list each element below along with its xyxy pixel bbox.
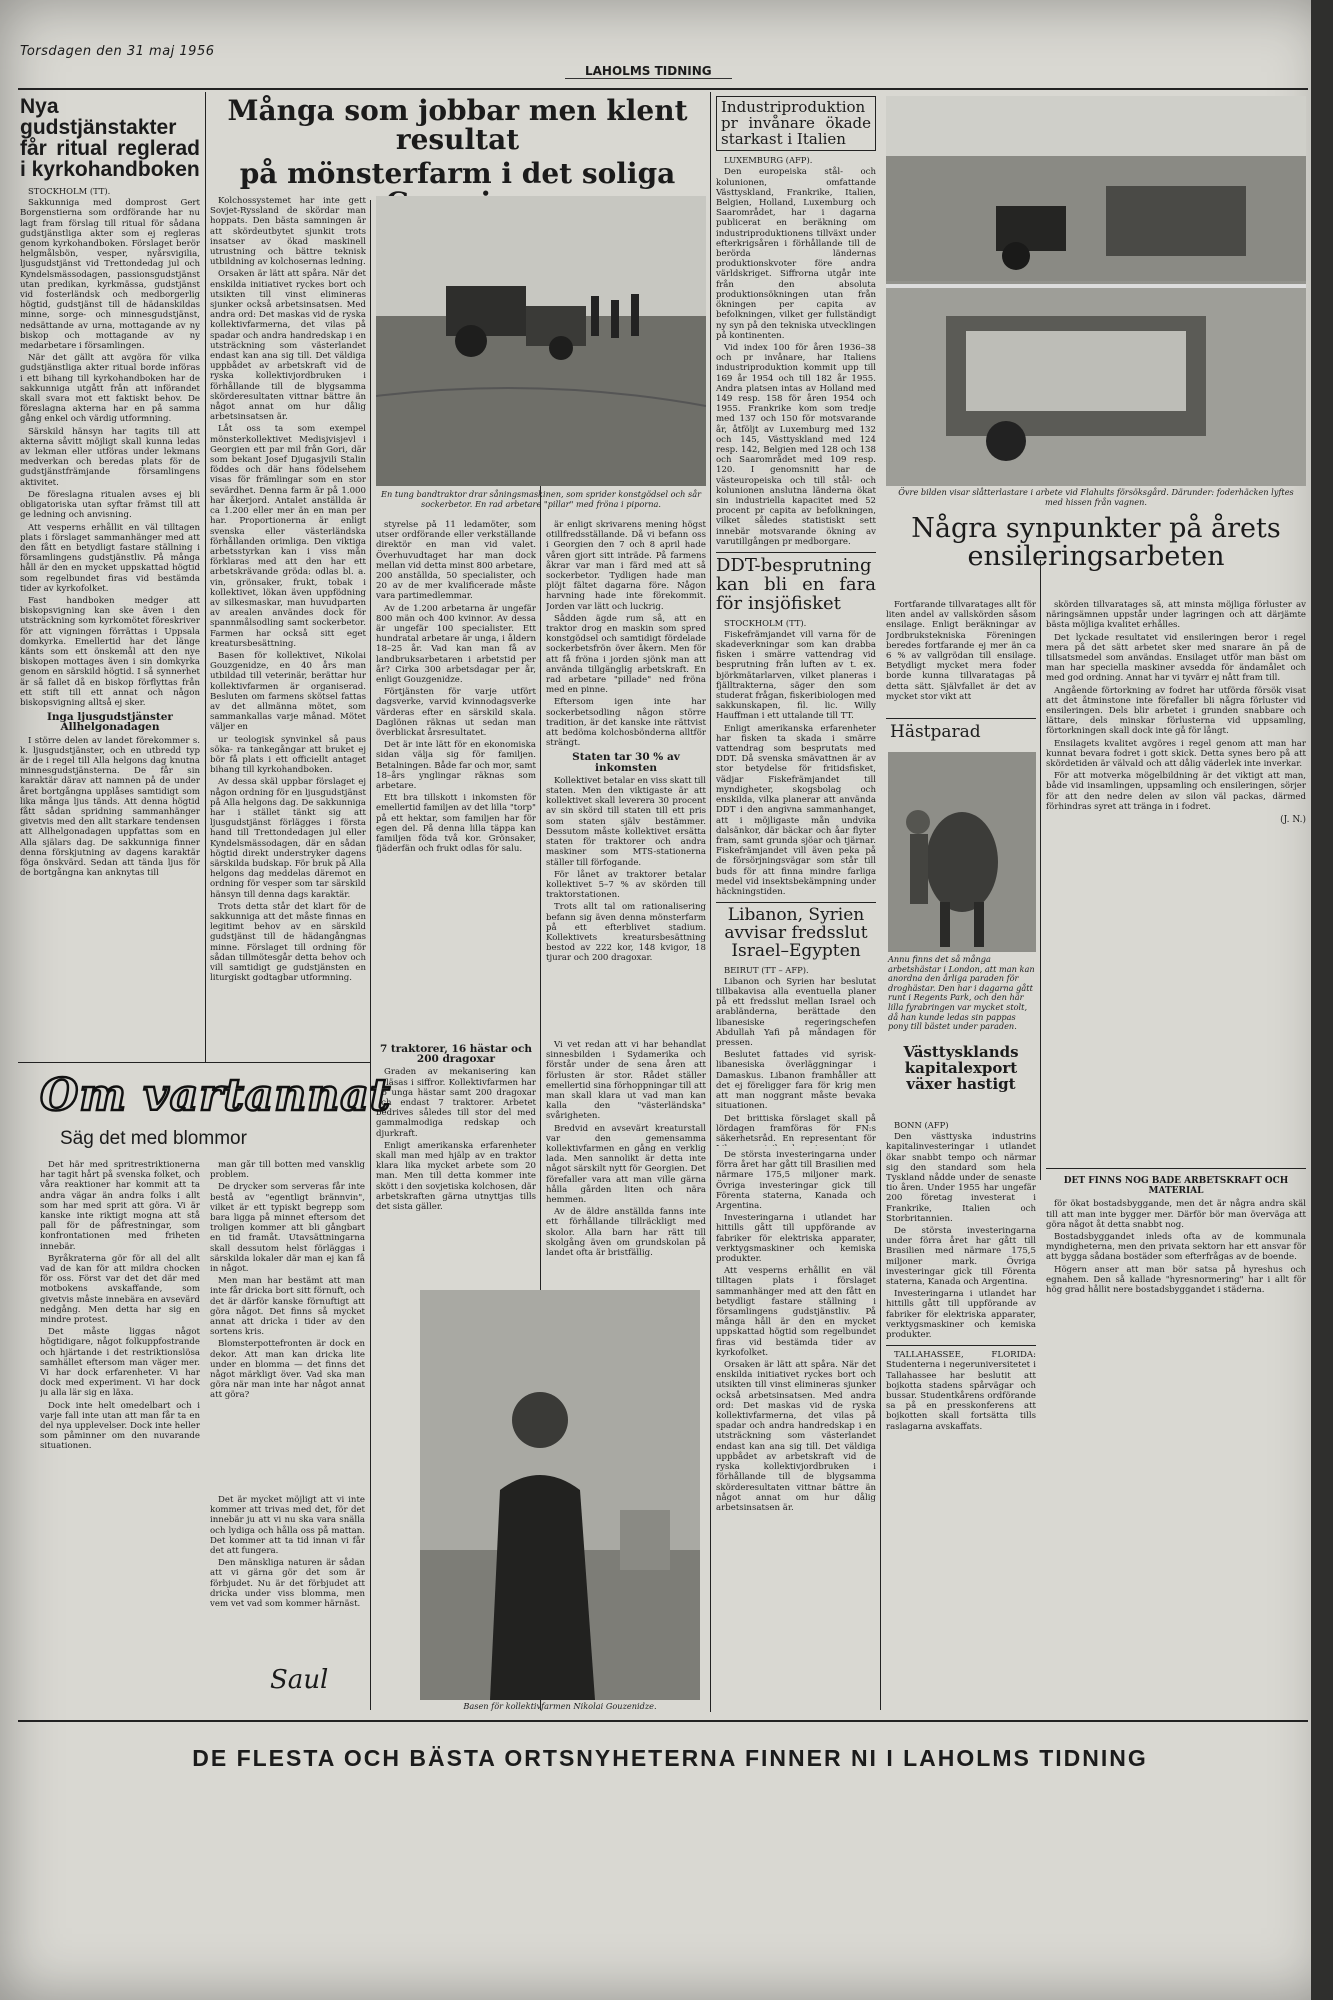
paragraph: man går till botten med vansklig problem. (210, 1160, 365, 1181)
paragraph: Det brittiska förslaget skall på lördagen framföras för FN:s säkerhetsråd. En representant för (716, 1113, 876, 1144)
paragraph: Bredvid en avsevärt kreaturstall var den gemensamma kollektivfarmen en gång en verklig lada. Men sannolikt är detta inte något särskilt nytt för Georgien. Det förefaller vara att man ville gärna hålla gården liten och nära hemmen. (546, 1123, 706, 1206)
headline-industri: Industriproduktion pr invånare ökade starkast i Italien (721, 98, 871, 148)
paragraph: Den västtyska industrins kapitalinvesteringar i utlandet ökar snabbt tempo och närmar sig den standard som hela Tyskland nådde under de senaste tio åren. Under 1955 har ungefär 200 företag investerat i Frankrike, Italien och Storbritannien. (886, 1132, 1036, 1224)
paragraph: Det är inte lätt för en ekonomiska sidan välja sig för familjen. Betalningen. Både far och mor, samt 18–års ynglingar räknas som arbetare. (376, 740, 536, 792)
headline-bostad: DET FINNS NOG BÅDE ARBETSKRAFT OCH MATERIAL (1063, 1176, 1289, 1197)
dateline-ddt: STOCKHOLM (TT). (724, 617, 807, 628)
portrait-photo-graphic (420, 1290, 700, 1700)
headline-hastparad: Hästparad (890, 722, 981, 742)
article-ensilering-right (1046, 600, 1306, 1160)
paragraph: Basen för kollektivet, Nikolai Gouzgenidze, en 40 års man utbildad till veterinär, berättar hur kollektivfarmen är organiserad. Besluten om farmens skötsel fattas av det allmänna mötet, som sammankallas varje månad. Mötet väljer en (210, 650, 366, 733)
paragraph: De föreslagna ritualen avses ej bli obligatoriska utan syftar främst till att ge ledning och anvisning. (20, 489, 200, 521)
paragraph: Eftersom igen inte har sockerbetsodling någon större tradition, är det kanske inte rättvist att bedöma kolchosbönderna alltför strängt. (546, 697, 706, 749)
paragraph: Fiskefrämjandet vill varna för de skadeverkningar som kan drabba fisken i smärre vattendrag vid besprutning från luften av t. ex. björkmätarlarven, vilket planeras i fjälltrakterna, säger den som studerat frågan, fiskeribiologen med sakkunskapen, fil. lic. Willy Hauffman i ett uttalande till TT. (716, 629, 876, 722)
paragraph: Att vesperns erhållit en väl tilltagen plats i förslaget sammanhänger med att den fått en betydligt fastare ställning i församlingens gudstjänstliv. På många håll är den en mycket uppskattad högtid som regelbundet firas vid bestämda tider av kyrkofolket. (20, 522, 200, 594)
paragraph: Vi vet redan att vi har behandlat sinnesbilden i Sydamerika och förstår under de sena åren att förlusten är stor. Rådet ställer emellertid sina förhoppningar till att man skall klara ut vad man kan kalla den "västerländska" svårigheten. (546, 1040, 706, 1122)
article-bostad (1046, 1176, 1306, 1711)
headline-vast-wrap (886, 1045, 1036, 1092)
footer-banner: DE FLESTA OCH BÄSTA ORTSNYHETERNA FINNER NI I LAHOLMS TIDNING (192, 1745, 1148, 1771)
caption-hastparad: Annu finns det så många arbetshästar i London, att man kan anordna den årliga paraden för droghästar. Den har i dagarna gått runt i Regents Park, och den här lilla fyrabringen var mycket stolt, då han kunde ledas sin pappas pony till bästet under paraden. (888, 954, 1035, 1032)
paragraph: Byråkraterna gör för all del allt vad de kan för att mildra chocken för oss. Först var det det där med motbokens avskaffande, som givetvis måste innebära en avsevärd nedgång. Men detta har sig en mindre protest. (40, 1253, 200, 1326)
col-rule-6 (1040, 560, 1041, 1180)
headline-libanon: Libanon, Syrien avvisar fredsslut Israel–Egypten (724, 905, 868, 961)
dateline-industri: LUXEMBURG (AFP). (724, 155, 813, 166)
paragraph: Bostadsbyggandet inleds ofta av de kommunala myndigheterna, men den privata sektorn har ett ansvar för att bygga sådana bostäder som efterfrågas av de boende. (1046, 1232, 1306, 1263)
paragraph: För att motverka mögelbildning är det viktigt att man, både vid insamlingen, uppsamling och ensileringen, sörjer för att den nedre delen av silon väl packas, därmed förhindras syret att tränga in i fodret. (1046, 771, 1306, 812)
paragraph: skörden tillvaratages så, att minsta möjliga förluster av näringsämnen uppstår under lagringen och att därjämte bästa möjliga kvalitet erhålles. (1046, 600, 1306, 631)
paragraph: TALLAHASSEE, FLORIDA: Studenterna i negeruniversitetet i Tallahassee har beslutit att bojkotta stadens spårvägar och bussar. Studentkårens ordförande sa på en presskonferens att bojkotten skall fortsätta tills raslagarna avskaffats. (886, 1350, 1036, 1432)
paragraph: Dock inte helt omedelbart och i varje fall inte utan att man får ta en del nya upplevelser. Dock inte heller som påminner om den nuvarande situationen. (40, 1400, 200, 1452)
article-georgien-part4 (376, 1040, 536, 1280)
paragraph: Särskild hänsyn har tagits till att akterna såvitt möjligt skall kunna ledas av lekman eller utföras under lekmans medverkan och beredas plats för de gudstjänstfrämjande församlingens aktivitet. (20, 426, 200, 488)
paragraph: Av de äldre anställda fanns inte ett förhållande tillräckligt med skolor. Alla barn har rätt till skolgång även om grundskolan på landet ofta är bristfällig. (546, 1207, 706, 1259)
paragraph: Det lyckade resultatet vid ensileringen beror i regel mera på det sätt arbetet sker med snarare än på de tillsatsmedel som användas. Ensilaget utför man bäst om man har speciella maskiner avsedda för ändamålet och med god ordning. Annat har vi tyvärr ej nått fram till. (1046, 632, 1306, 684)
omvartannat-signature: Saul (270, 1665, 329, 1695)
col-rule-1 (205, 92, 206, 1062)
paragraph: styrelse på 11 ledamöter, som utser ordförande eller verkställande direktör en man vid valet. Överhuvudtaget har man dock mellan vid detta minst 800 arbetare, 200 anställda, 50 specialister, och 20 av de mer kvalificerade måste vara partimedlemmar. (376, 520, 536, 602)
paragraph: Det måste liggas något högtidigare, något folkuppfostrande och hjärtande i det restriktionslösa samhället eftersom man väger mer. Vi har dock erfarenheter. Vi har dock med experiment. Vi har dock ju alla lär sig en läxa. (40, 1327, 200, 1399)
paragraph: Angående förtorkning av fodret har utförda försök visat att det åtminstone inte förefaller bli några förluster vid ensileringen. Dels blir arbetet i grunden snabbare och lättare, dels minskar förlusterna vid uppsamling, förtorkningen skall dock inte gå för långt. (1046, 685, 1306, 737)
photo-horse (888, 752, 1036, 952)
paragraph: Det är mycket möjligt att vi inte kommer att trivas med det, för det innebär ju att vi nu ska vara snälla och lydiga och hålla oss på mattan. Det kommer att ta tid innan vi får det att fungera. (210, 1495, 365, 1557)
omvartannat-logo: Om vartannat (40, 1070, 392, 1121)
tractor-photo-graphic (376, 196, 706, 486)
headline-industri-box (716, 96, 876, 151)
headline-gudstjanst: Nya gudstjänstakter får ritual reglerad i kyrkohandboken (20, 96, 200, 181)
paragraph: Förtjänsten för varje utfört dagsverke, varvid kvinnodagsverke värderas efter en särskild skala. Daglönen räknas ut sedan man överblickat årsresultatet. (376, 687, 536, 739)
paragraph: Beslutet fattades vid syrisk-libanesiska överläggningar i Damaskus. Libanon framhåller att det ej föreligger fara för krig men att man noggrant måste bevaka situationen. (716, 1050, 876, 1112)
paragraph: Orsaken är lätt att spåra. När det enskilda initiativet ryckes bort och utsikten till vinst elimineras sjunker också arbetsinsatsen. Med andra ord: Det maskas vid de ryska kollektivfarmerna, det vilas på spadar och andra handredskap i en utsträckning som västerlandet endast kan ana sig till. Det väldiga uppbådet av arbetskraft vid de ryska kollektivjordbruken i förhållande till de blygsamma skörderesultaten vittnar bättre än något annat om hur dålig arbetsinsatsen är. (210, 269, 366, 423)
headline-georgien-line1: Många som jobbar men klent resultat (227, 94, 688, 157)
paragraph: De största investeringarna under förra året har gått till Brasilien med närmare 175,5 miljoner mark. Övriga investeringar gick till Förenta staterna, Kanada och Argentina. (886, 1226, 1036, 1288)
paragraph: Fast handboken medger att biskopsvigning kan ske även i den utsträckning som kyrkomötet föreskriver för att vigningen förrättas i Uppsala domkyrka. Emellertid har det länge känts som ett önskemål att den nye biskopen mottages även i sin domkyrka genom en särskild högtid. I så synnerhet är så fallet då en biskop förflyttas från ett stift till ett annat och någon biskopsvigning alltså ej sker. (20, 595, 200, 708)
omvartannat-col-b (210, 1160, 365, 1490)
paragraph: De drycker som serveras får inte bestå av "egentligt brännvin", vilket är ett typiskt begrepp som bara ligga på minnet eftersom det troligen kommer att bli gångbart en tid framåt. Utavsättningarna skall dessutom helst förläggas i särskilda lokaler där man ej kan få in något. (210, 1182, 365, 1275)
article-georgien-part3 (546, 520, 706, 1040)
subhead-traktorer: 7 traktorer, 16 hästar och 200 dragoxar (379, 1043, 533, 1066)
paragraph: Trots detta står det klart för de sakkunniga att det måste finnas en legitimt behov av en särskild gudstjänst till de hädangångnas minne. Förslaget till ordning för sådan tillmötesgår detta behov och vill samtidigt ge gudstjänsten en liturgiskt godtagbar utformning. (210, 901, 366, 984)
dateline-gudstjanst: STOCKHOLM (TT). (28, 186, 111, 196)
paragraph: Graden av mekanisering kan avläsas i siffror. Kollektivfarmen har 16 unga hästar samt 200 dragoxar och endast 7 traktorer. Arbetet bedrives således till stor del med gammalmodiga redskap och djurkraft. (376, 1067, 536, 1139)
headline-vasttyskland: Västtysklands kapitalexport växer hastigt (903, 1043, 1019, 1093)
paragraph: Kollektivet betalar en viss skatt till staten. Men den viktigaste är att kollektivet skall leverera 30 procent av sin skörd till staten till ett pris som staten själv bestämmer. Dessutom måste kollektivet ersätta staten för traktorer och andra maskiner som MTS-stationerna ställer till förfogande. (546, 775, 706, 868)
issue-dateline: Torsdagen den 31 maj 1956 (20, 44, 215, 59)
omvartannat-subtitle: Säg det med blommor (60, 1128, 247, 1149)
paragraph: Kolchossystemet har inte gett Sovjet-Ryssland de skördar man hoppats. Den bästa samningen är att skördeutbytet sjunkit trots insatser av ökad maskinell utrustning och bättre teknisk utbildning av kolchosernas ledning. (210, 196, 366, 268)
paragraph: De största investeringarna under förra året har gått till Brasilien med närmare 175,5 miljoner mark. Övriga investeringar gick till Förenta staterna, Kanada och Argentina. (716, 1150, 876, 1212)
article-ensilering-left (886, 600, 1036, 710)
paragraph: Den mänskliga naturen är sådan att vi gärna gör det som är förbjudet. Nu är det förbjudet att dricka under viss blomma, men vem vet vad som kommer härnäst. (210, 1558, 365, 1610)
article-georgien-part2 (376, 520, 536, 1040)
dateline-vasttyskland: BONN (AFP) (894, 1120, 949, 1130)
horse-photo-graphic (888, 752, 1036, 952)
article-georgien-part1 (210, 196, 366, 1056)
paragraph: När det gällt att avgöra för vilka gudstjänstliga akter ritual borde införas i ett bihang till kyrkohandboken har de sakkunniga utgått från att införandet skall svara mot ett faktiskt behov. De föreslagna akterna har en på samma gång enkel och värdig utformning. (20, 353, 200, 425)
lower-right-rule (1046, 1168, 1306, 1169)
paragraph: ur teologisk synvinkel så paus söka- ra tankegångar att bruket ej bör få plats i ett officiellt antaget bihang till kyrkohandboken. (210, 734, 366, 776)
paragraph: Investeringarna i utlandet har hittills gått till uppförande av fabriker för elektriska apparater, verktygsmaskiner och kemiska produkter. (886, 1289, 1036, 1341)
headline-ensilering: Några synpunkter på årets ensileringsarbeten (911, 513, 1281, 573)
paragraph: Ensilagets kvalitet avgöres i regel genom att man har kunnat bevara fodret i gott skick. Detta synes bero på att skördetiden är välvald och att dålig väderlek inte inverkar. (1046, 738, 1306, 770)
paragraph: För lånet av traktorer betalar kollektivet 5–7 % av skörden till traktorstationen. (546, 869, 706, 901)
photo-farm-machinery (886, 96, 1306, 486)
paragraph: Investeringarna i utlandet har hittills gått till uppförande av fabriker för elektriska apparater, verktygsmaskiner och kemiska produkter. (716, 1213, 876, 1265)
article-georgien-part5 (546, 1040, 706, 1280)
omvartannat-col-c (210, 1495, 365, 1655)
headline-ddt: DDT-besprutning kan bli en fara för insjöfisket (716, 554, 876, 614)
bottom-rule (18, 1720, 1308, 1722)
column-4 (716, 96, 876, 1146)
column-4-lower (716, 1150, 876, 1710)
paragraph: är enligt skrivarens mening högst otillfredsställande. Då vi befann oss i Georgien den 7 och 8 april hade våren gjort sitt inträde. På farmens åkrar var man i färd med att så sockerbetor. Tydligen hade man plöjt fältet dagarna före. Någon harvning hade inte förekommit. Jorden var lätt och luckrig. (546, 520, 706, 612)
subhead-staten: Staten tar 30 % av inkomsten (572, 751, 680, 774)
paragraph: Orsaken är lätt att spåra. När det enskilda initiativet ryckes bort och utsikten till vinst elimineras sjunker också arbetsinsatsen. Med andra ord: Det maskas vid de ryska kollektivfarmerna, det vilas på spadar och andra handredskap i en utsträckning som västerlandet endast kan ana sig till. Det väldiga uppbådet av arbetskraft vid de ryska kollektivjordbruken i förhållande till de blygsamma skörderesultaten vittnar bättre än något annat om hur dålig arbetsinsatsen är. (716, 1360, 876, 1513)
paragraph: Enligt amerikanska erfarenheter har fisken ta skada i smärre vattendrag som besprutats med DDT. Då svenska smävattnen är av stor betydelse för fritidsfisket, vädjar Fiskefrämjandet till myndigheter, skogsbolag och enskilda, vilka planerar att använda DDT i den angivna sammanhanget, att i möjligaste mån undvika dalsänkor, där bäckar och åar flyter fram, samt grunda sjöar och tjärnar. Fiskefrämjandet vill även peka på de försörjningsvägar som står till buds för att finna mindre farliga medel vid insektsbekämpning under häckningstiden. (716, 723, 876, 897)
top-rule (18, 88, 1308, 90)
paragraph: Ett bra tillskott i inkomsten för emellertid familjen av det lilla "torp" på ett hektar, som familjen har för egen del. På denna lilla täppa kan familjen föda två kor. Grönsaker, fjäderfän och frukt odlas för salu. (376, 793, 536, 855)
paragraph: Sakkunniga med domprost Gert Borgenstierna som ordförande har nu lagt fram förslag till ritual för sådana gudstjänstliga akter som ej regleras genom kyrkohandboken. Förslaget berör helgmålsbön, vesper, nyårsvigilia, ljusgudstjänst vid Trettondedag jul och Kyndelsmässodagen, passionsgudstjänst utan predikan, kyrkmässa, gudstjänst vid fosterländsk och medborgerlig högtid, gudstjänst till de hädanskildas minne, sorge- och minnesgudstjänst, nedsättande av urna, mottagande av ny biskop och mottagande av ny medarbetare i församlingen. (20, 198, 200, 352)
farm-photo-graphic (886, 96, 1306, 486)
paragraph: Av dessa skäl uppbar förslaget ej någon ordning för en ljusgudstjänst på Alla helgons dag. De sakkunniga har i stället tänkt sig att ljusgudstjänst förlägges i första hand till Trettondedagen jul eller Kyndelsmässodagen, där en sådan högtid direkt understryker dagens särskilda budskap. För bruk på Alla helgons dag meddelas däremot en ordning för vesper som tar särskild hänsyn till denna dags karaktär. (210, 777, 366, 900)
paragraph: I större delen av landet förekommer s. k. ljusgudstjänster, och en utbredd typ är de i regel till Alla helgons dag knutna minnesgudstjänsterna. De får sin karaktär därav att namnen på de under året bortgångna upplåses samtidigt som lika många ljus tänds. Att denna högtid fått sådan spridning sammanhänger givetvis med den allt starkare tendensen att Allhelgonadagen uppfattas som en Alla själars dag. De sakkunniga finner denna förskjutning av dagens karaktär föga önskvärd. Sedan att tända ljus för de bortgångna kan anknytas till (20, 735, 200, 879)
paragraph: Libanon och Syrien har beslutat tillbakavisa alla eventuella planer på ett fredsslut mellan Israel och arabländerna, berättade den libanesiske regeringschefen Abdullah Yafi på måndagen för pressen. (716, 976, 876, 1049)
paragraph: för ökat bostadsbyggande, men det är några andra skäl till att man inte bygger mer. Därför bör man överväga att göra något åt detta snabbt nog. (1046, 1199, 1306, 1230)
photo-portrait (420, 1290, 700, 1700)
hast-rule (886, 718, 1036, 719)
col-rule-5 (880, 1150, 881, 1710)
paragraph: Den europeiska stål- och kolunionen, omfattande Västtyskland, Frankrike, Italien, Belgien, Holland, Luxemburg och Saarområdet, har i dagarna publicerat en beräkning om industriproduktionens tillväxt under efterkrigsåren i förhållande till de berörda ländernas produktionskvoter före andra världskriget. Siffrorna utgår inte från den absoluta produktionsökningen utan från ökningen per capita av befolkningen, vilket ger fullständigt ny syn på den tekniska utvecklingen på kontinenten. (716, 167, 876, 341)
omvartannat-col-a (40, 1160, 200, 1710)
paragraph: Men man har bestämt att man inte får dricka bort sitt förnuft, och det är därför kanske förnuftigt att göra något. Det finns så mycket annat att dricka i tider av den sortens kris. (210, 1276, 365, 1338)
caption-portrait: Basen för kollektivfarmen Nikolai Gouzenidze. (463, 1701, 657, 1711)
paragraph: Det här med spritrestriktionerna har tagit hårt på svenska folket, och våra reaktioner har kommit att ta andra vägar än andra folks i allt som har med sprit att göra. Vi är kanske inte riktigt mogna att stå pall för de påfrestningar, som konfrontationen med friheten innebär. (40, 1160, 200, 1252)
paragraph: Blomsterpottefronten är dock en dekor. Att man kan dricka lite under en blomma — det finns det något märkligt över. Vad ska man göra när man inte har något annat att göra? (210, 1339, 365, 1401)
masthead: LAHOLMS TIDNING (565, 64, 732, 79)
paragraph: Att vesperns erhållit en väl tilltagen plats i förslaget sammanhänger med att den fått en betydligt fastare ställning i församlingens gudstjänstliv. På många håll är den en mycket uppskattad högtid som regelbundet firas vid bestämda tider av kyrkofolket. (716, 1266, 876, 1358)
caption-farm-machinery: Övre bilden visar slåtterlastare i arbete vid Flahults försöksgård. Därunder: foderhäcken lyftes med hissen från vagnen. (898, 487, 1294, 507)
article-gudstjanst (20, 96, 200, 1056)
scan-edge (1311, 0, 1333, 2000)
article-vasttyskland (886, 1120, 1036, 1710)
paragraph: Trots allt tal om rationalisering befann sig även denna mönsterfarm på ett efterblivet stadium. Kollektivets kreatursbesättning bestod av 222 kor, 148 kvigor, 18 tjurar och 200 dragoxar. (546, 902, 706, 964)
col-rule-2 (370, 200, 371, 1710)
signature-ensilering: (J. N.) (1280, 815, 1306, 826)
paragraph: Fortfarande tillvaratages allt för liten andel av vallskörden såsom ensilage. Enligt beräkningar av Jordbrukstekniska Föreningen beredes fortfarande ej mer än ca 6 % av vallgrödan till ensilage. Betydligt mycket mera foder borde kunna tillvaratagas på detta sätt. Självfallet är det av mycket stor vikt att (886, 600, 1036, 702)
paragraph: Låt oss ta som exempel mönsterkollektivet Medisjvisjevl i Georgien ett par mil från Gori, där som bekant Josef Djugasjvili Stalin föddes och där hans födelsehem visas för främlingar som en stor sevärdhet. Denna farm är på 1.000 har åkerjord. Antalet anställda är ca 1.200 eller mer än en man per har. Proportionerna är enligt svenska eller västerländska förhållanden orimliga. Den viktiga arbetsstyrkan kan i viss mån förklaras med att den har ett arbetskrävande gröda: odlas bl. a. vin, grönsaker, frukt, tobak i kollektivet, lökan även uppfödning av silkesmaskar, man huvudparten av arealen användes dock för spannmålsodling samt sockerbetor. Farmen har också sitt eget kreatursbesättning. (210, 424, 366, 649)
paragraph: Sådden ägde rum så, att en traktor drog en maskin som spred konstgödsel och samtidigt fördelade sockerbetsfrön över åkern. Men för att få fröna i jorden sjönk man att använda tillgänglig arbetskraft. En rad arbetare "pillade" ned fröna med en pinne. (546, 613, 706, 696)
photo-tractor (376, 196, 706, 486)
dateline-libanon: BEIRUT (TT – AFP). (724, 964, 809, 975)
paragraph: Högern anser att man bör satsa på hyreshus och egnahem. Den så kallade "hyresnormering" har i allt för hög grad hållit nere bostadsbyggandet i städerna. (1046, 1264, 1306, 1296)
caption-tractor: En tung bandtraktor drar såningsmaskinen, som sprider konstgödsel och sår sockerbetor. En rad arbetare "pillar" med fröna i piporna. (380, 489, 702, 509)
headline-georgien-line2: på mönsterfarm i det soliga (239, 156, 676, 190)
paragraph: Vid index 100 för åren 1936–38 och pr invånare, har Italiens industriproduktion kommit upp till 169 år 1954 och till 182 år 1955. Andra platsen intas av Holland med 149 resp. 158 för åren 1954 och 1955. Frankrike kom som tredje med 137 och 150 för motsvarande år, åtföljt av Luxemburg med 132 och 145, Västtyskland med 124 resp. 142, Belgien med 128 och 138 och Saarområdet med 109 resp. 120. I genomsnitt har de västeuropeiska och till stål- och kolunionen anslutna länderna ökat sin industriella kapacitet med 52 procent pr capita av befolkningen, vilket således statistiskt sett innebär motsvarande ökning av varutillgången pr medborgare. (716, 342, 876, 547)
omv-top-rule (18, 1062, 370, 1063)
headline-ensilering-wrap (886, 515, 1306, 572)
subhead-ljusgudstjanst: Inga ljusgudstjänster Allhelgonadagen (47, 711, 173, 734)
col-rule-4 (710, 92, 711, 1712)
paragraph: Enligt amerikanska erfarenheter skall man med hjälp av en traktor klara lika mycket arbete som 20 man. Men till detta kommer inte skött i den sovjetiska kolchosen, där arbetskraften gärna utnyttjas tills det sista gäller. (376, 1140, 536, 1213)
paragraph: Av de 1.200 arbetarna är ungefär 800 män och 400 kvinnor. Av dessa är ungefär 100 specialister. Ett hundratal arbetare är unga, i åldern 18–25 år. Vad kan man få av landbruksarbetaren i arbetstid per år? Cirka 300 arbetsdagar per år, enligt Gouzgenidze. (376, 603, 536, 686)
